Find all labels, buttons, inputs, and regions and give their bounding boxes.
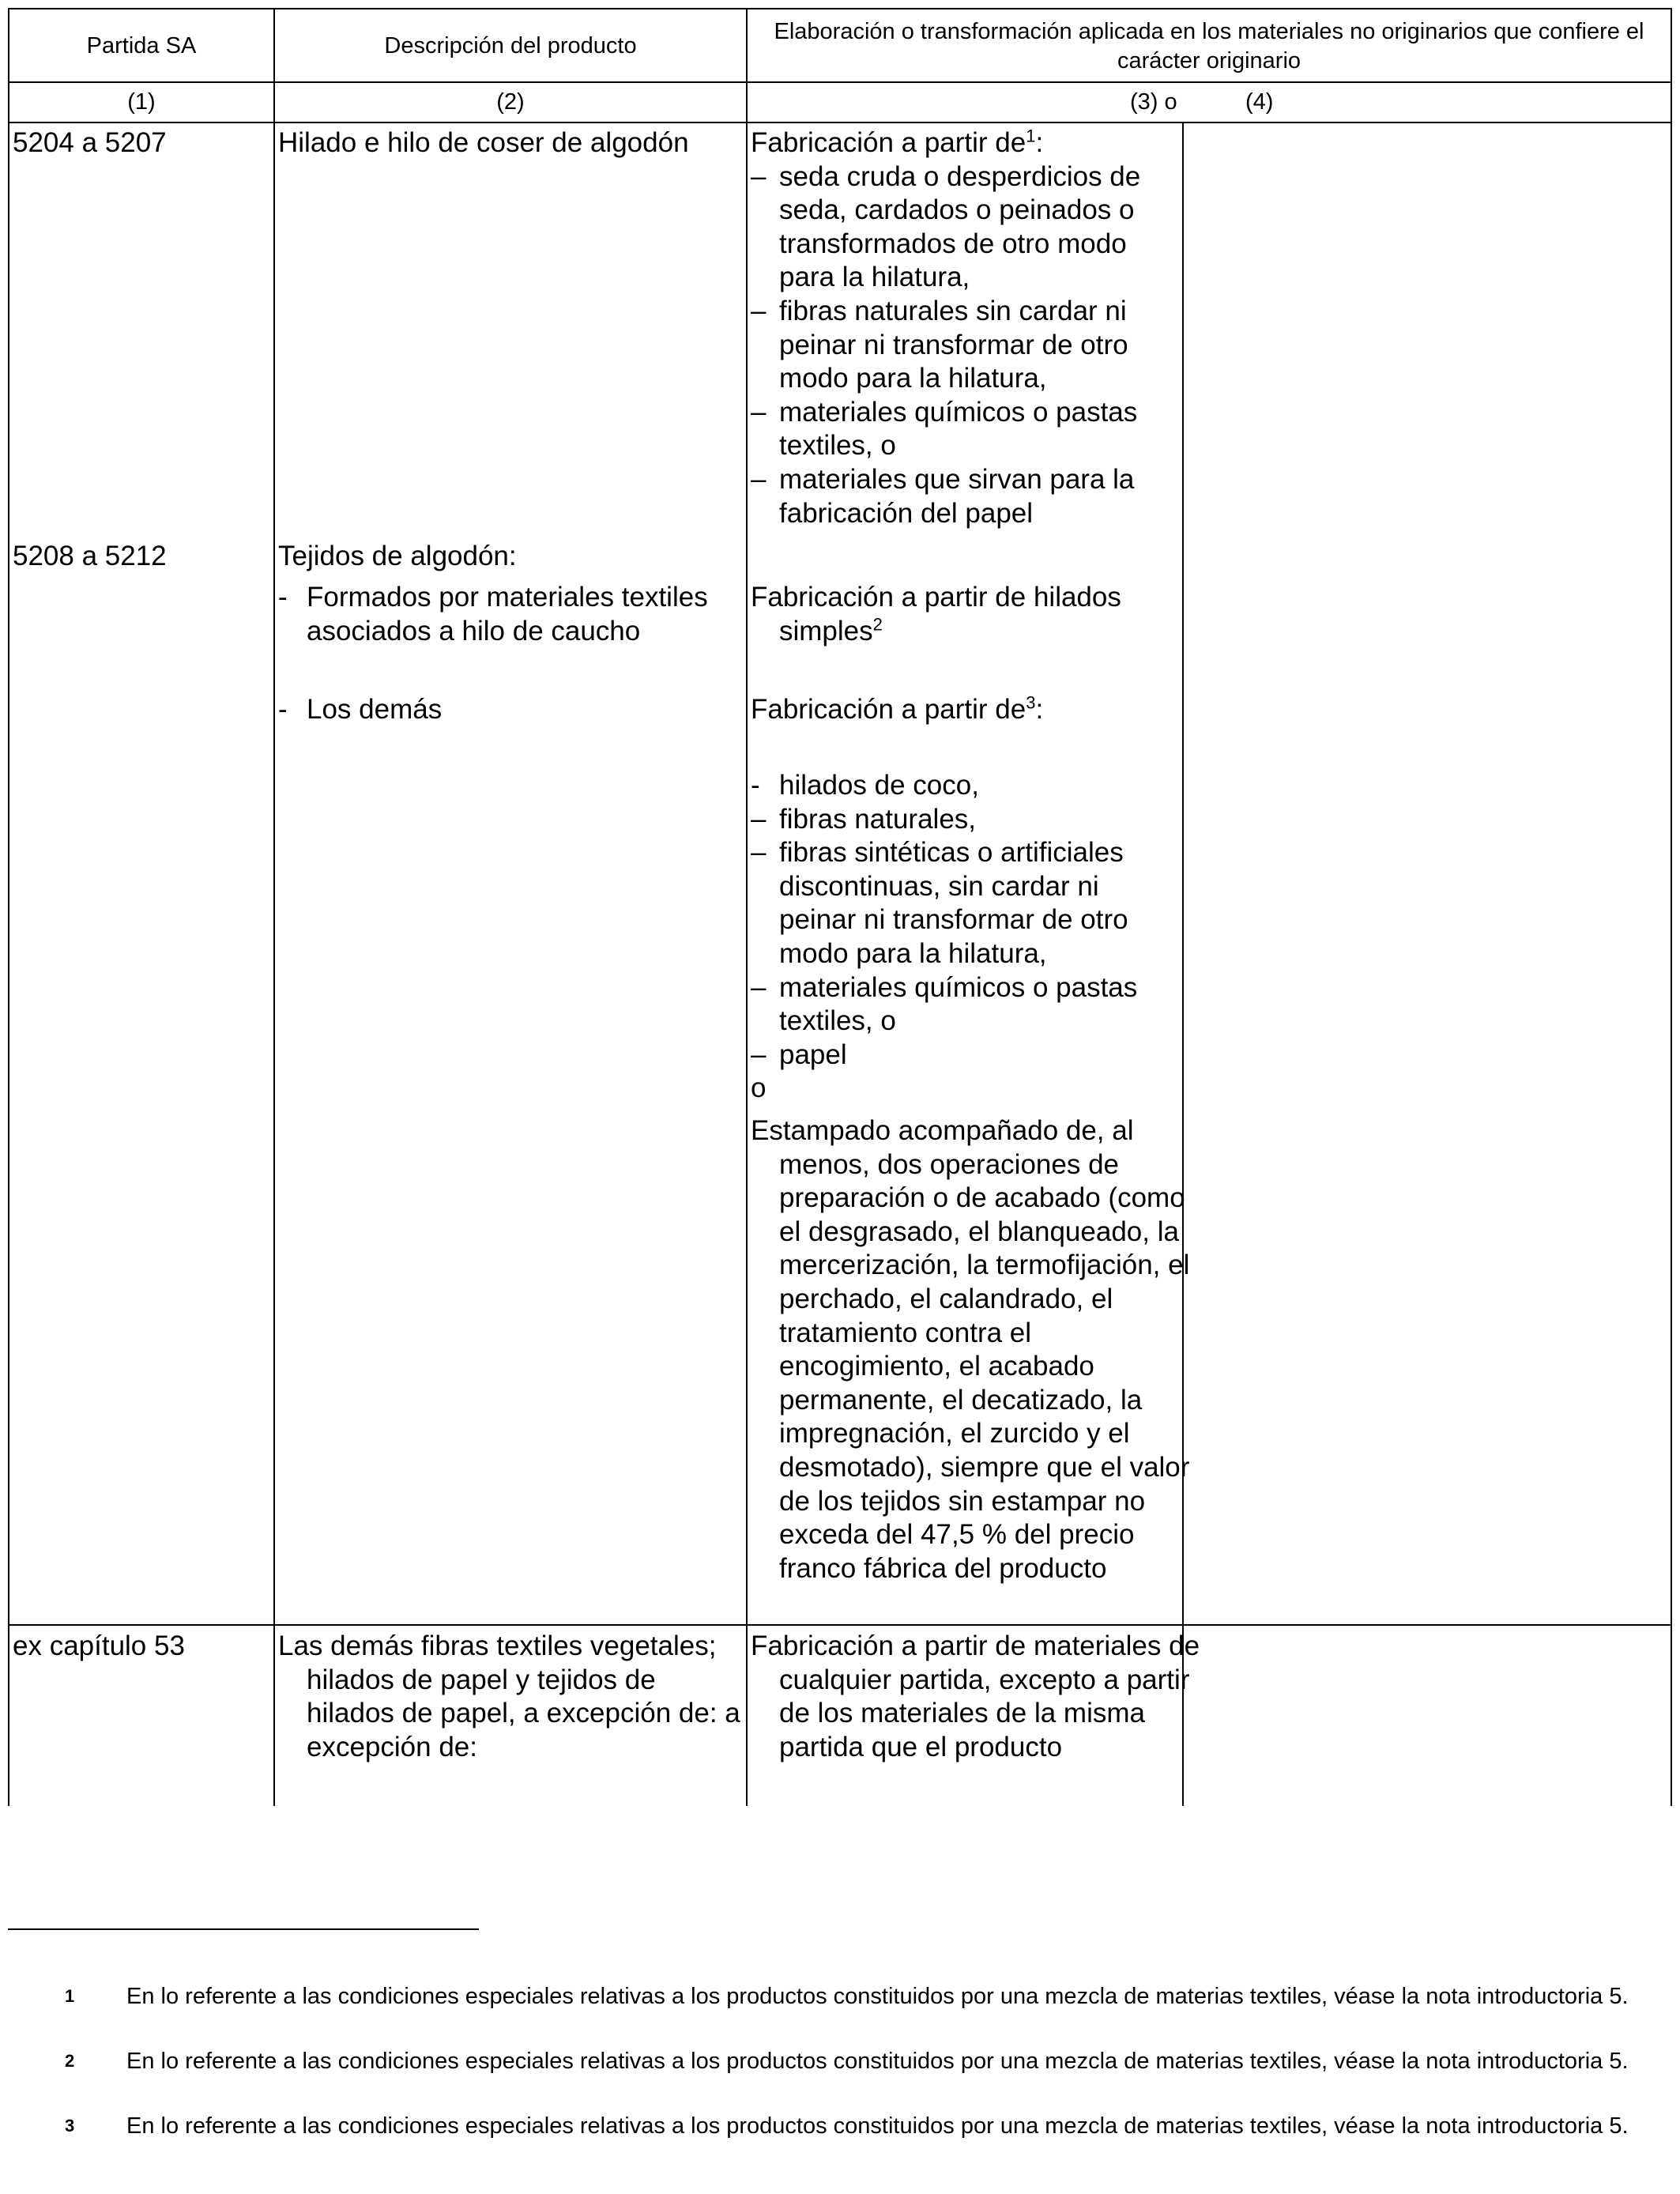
row1-rule-item: – seda cruda o desperdicios de seda, cardados o peinados o transformados de otro modo para la hilatura, bbox=[751, 160, 1141, 293]
row2-desc: Tejidos de algodón: bbox=[278, 541, 517, 571]
table-top-border bbox=[8, 8, 1672, 9]
row1-rule bbox=[751, 126, 1181, 530]
row1-code: 5204 a 5207 bbox=[13, 127, 167, 158]
row1-desc: Hilado e hilo de coser de algodón bbox=[278, 127, 689, 158]
footnote-separator bbox=[8, 1928, 479, 1930]
row1-rule-intro: Fabricación a partir $de^1$: bbox=[751, 126, 1044, 158]
col-line-right bbox=[1671, 8, 1672, 1806]
colnum-bottom-border bbox=[8, 122, 1672, 123]
footnote-3: 3 En lo referente a las condiciones especiales relativas a los productos constituidos por una mezcla de materias textiles, véase la nota introductoria 5. bbox=[65, 2113, 1629, 2139]
row2-sub2-alt: Estampado acompañado de, al menos, dos operaciones de preparación o de acabado (como el desgrasado, el blanqueado, la mercerización, la termofijación, el perchado, el calandrado, el tratamiento contra el encogimiento, el acabado permanente, el decatizado, la impregnación, el zurcido y el desmotado), siempre que el valor de los tejidos sin estampar no exceda del 47,5 % del precio franco fábrica del producto bbox=[751, 1115, 1190, 1584]
header-partida-sa: Partida SA bbox=[86, 33, 197, 58]
row1-rule-item: – fibras naturales sin cardar ni peinar ni transformar de otro modo para la hilatura, bbox=[751, 295, 1128, 394]
row2-rule-item: – fibras sintéticas o artificiales discontinuas, sin cardar ni peinar ni transformar de otro modo para la hilatura, bbox=[751, 837, 1128, 969]
row2-code: 5208 a 5212 bbox=[13, 541, 167, 571]
row3-code: ex capítulo 53 bbox=[13, 1630, 185, 1661]
row2-rule-item: – fibras naturales, bbox=[751, 803, 977, 835]
footnote-1: 1 En lo referente a las condiciones especiales relativas a los productos constituidos por una mezcla de materias textiles, véase la nota introductoria 5. bbox=[65, 1984, 1629, 2009]
footnote-2: 2 En lo referente a las condiciones especiales relativas a los productos constituidos por una mezcla de materias textiles, véase la nota introductoria 5. bbox=[65, 2049, 1629, 2074]
col-line-left bbox=[8, 8, 9, 1806]
header-elaboracion: Elaboración o transformación aplicada en los materiales no originarios que confiere el carácter originario bbox=[774, 19, 1644, 74]
colnum-1: (1) bbox=[127, 89, 156, 115]
row2-sub2-desc: - Los demás bbox=[278, 694, 443, 725]
row3-rule: Fabricación a partir de materiales de cualquier partida, excepto a partir de los materiales de la misma partida que el producto bbox=[751, 1630, 1200, 1762]
col-line-1 bbox=[273, 8, 275, 1806]
row1-rule-item: – materiales que sirvan para la fabricación del papel bbox=[751, 463, 1135, 529]
row2-bottom-border bbox=[8, 1624, 1672, 1626]
row2-sub2-intro: Fabricación a partir $de^3$: bbox=[751, 692, 1044, 725]
row3-desc: Las demás fibras textiles vegetales; hilados de papel y tejidos de hilados de papel, a excepción de: a excepción de: bbox=[278, 1630, 740, 1762]
row2-rule-or: o bbox=[751, 1072, 767, 1104]
row2-rule-item: – materiales químicos o pastas textiles, o bbox=[751, 971, 1138, 1037]
header-descripcion: Descripción del producto bbox=[384, 33, 637, 58]
row2-sub2-rule bbox=[751, 769, 1181, 1106]
colnum-3: (3) o bbox=[1130, 89, 1177, 115]
row2-rule-item: - hilados de coco, bbox=[751, 770, 979, 801]
header-bottom-border bbox=[8, 81, 1672, 83]
col-line-2 bbox=[746, 8, 748, 1806]
row2-rule-item: – papel bbox=[751, 1039, 847, 1070]
colnum-2: (2) bbox=[496, 89, 525, 115]
colnum-4: (4) bbox=[1245, 89, 1274, 115]
row1-rule-item: – materiales químicos o pastas textiles, o bbox=[751, 396, 1138, 462]
row2-sub1-desc: - Formados por materiales textiles asociados a hilo de caucho bbox=[278, 582, 708, 647]
row2-sub1-rule: Fabricación a partir de hilados simples$^2$ bbox=[751, 582, 1121, 647]
